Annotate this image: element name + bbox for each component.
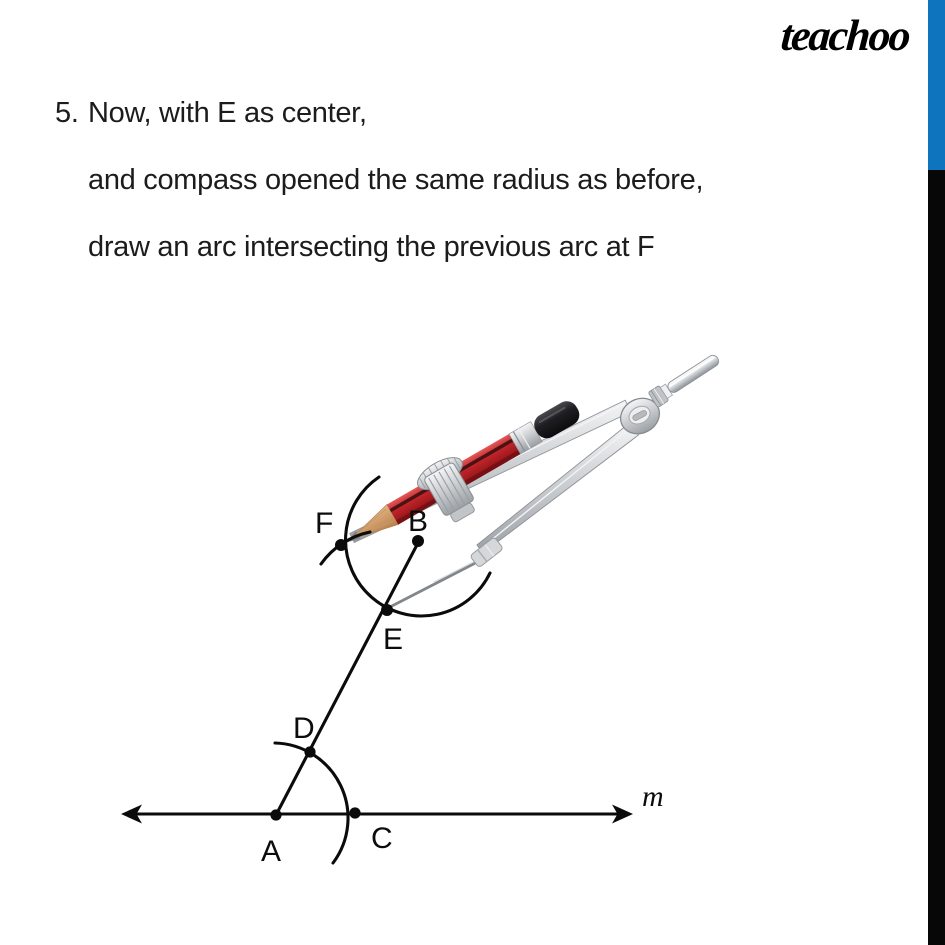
point-dot-A: [270, 809, 281, 820]
point-label-C: C: [371, 822, 393, 855]
point-dot-F: [335, 539, 347, 551]
point-dot-C: [349, 807, 360, 818]
ray-AB: [276, 541, 419, 815]
geometry: [121, 477, 664, 868]
point-label-D: D: [293, 712, 315, 745]
point-label-A: A: [261, 835, 282, 868]
point-dot-E: [381, 604, 393, 616]
list-number: 5.: [55, 97, 79, 129]
compass-illustration: [339, 351, 723, 608]
instruction-line-3: draw an arc intersecting the previous arc at F: [88, 231, 655, 263]
compass-needle: [388, 555, 489, 609]
point-dot-D: [304, 746, 315, 757]
point-label-F: F: [315, 507, 334, 540]
point-label-E: E: [383, 623, 404, 656]
instruction-line-2: and compass opened the same radius as before,: [88, 164, 704, 196]
instruction-text-1: Now, with E as center,: [88, 97, 367, 129]
teachoo-logo: teachoo: [779, 11, 911, 60]
arc-centered-A: [275, 743, 348, 863]
point-label-B: B: [408, 505, 429, 538]
compass-handle: [648, 351, 722, 408]
line-m-label: m: [642, 780, 664, 813]
compass-pencil: [339, 397, 584, 553]
